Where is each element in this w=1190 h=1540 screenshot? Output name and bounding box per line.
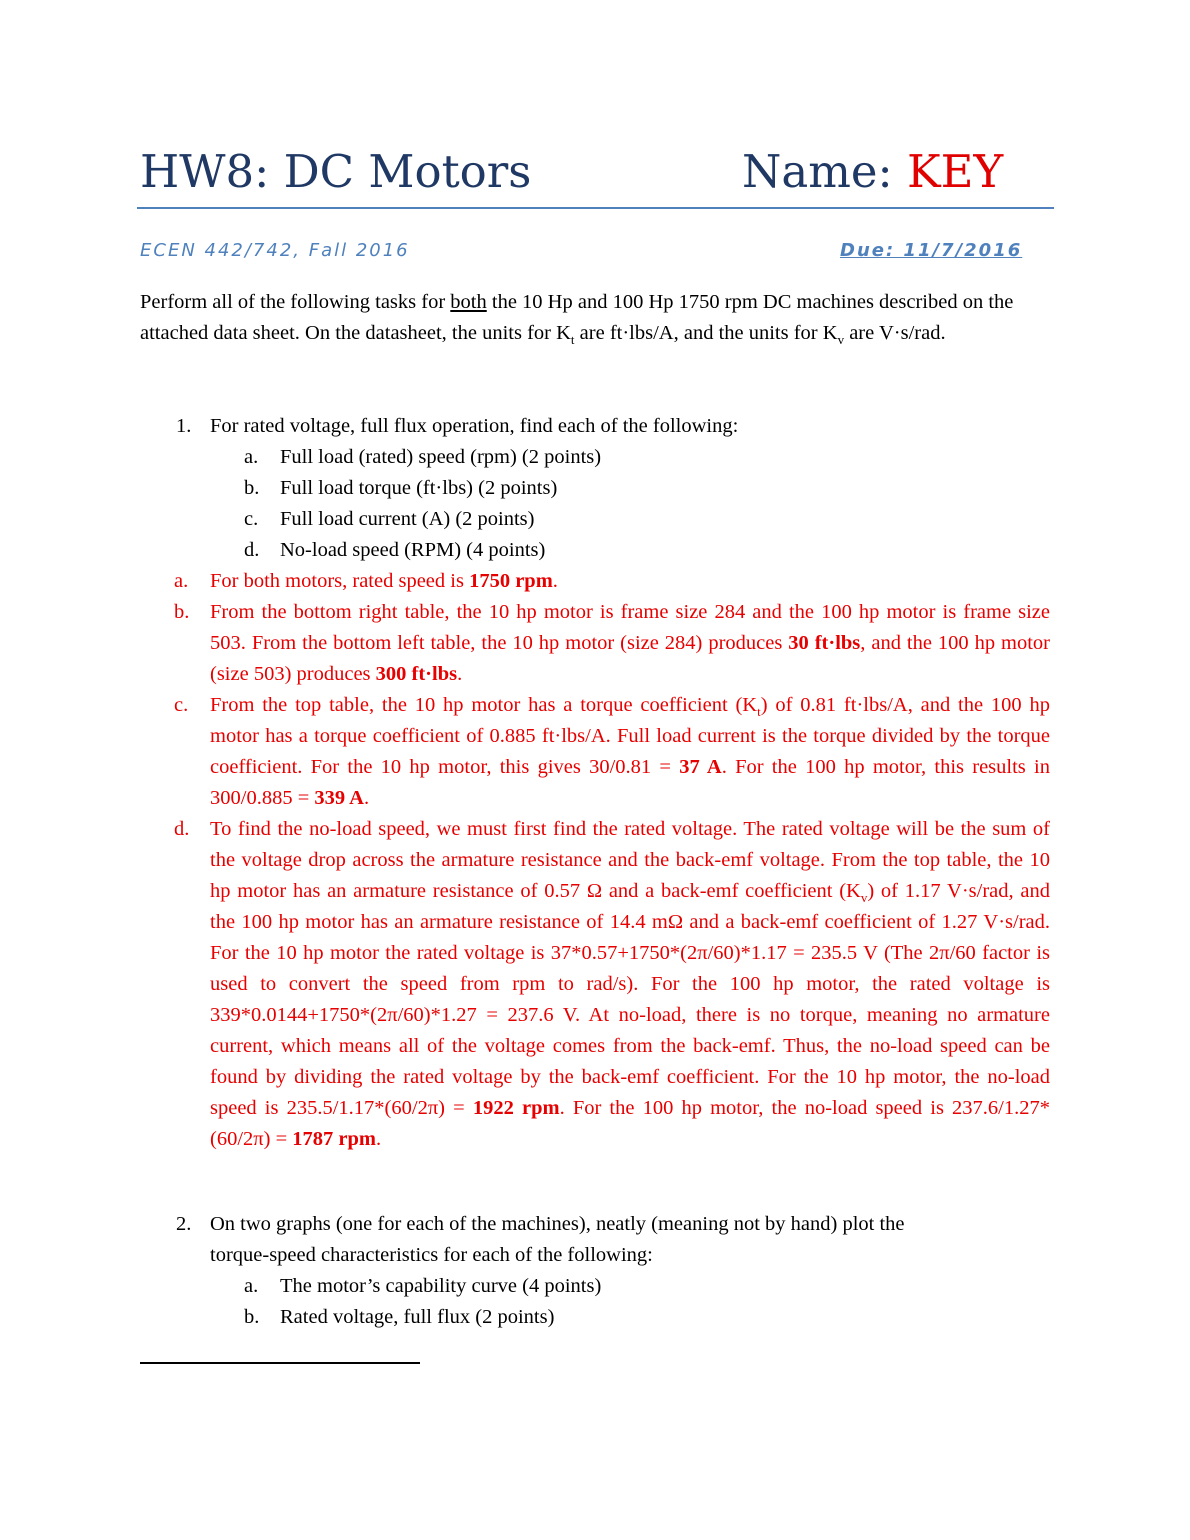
question-1-number: 1. xyxy=(176,415,192,437)
answer-c-text: From the top table, the 10 hp motor has a torque coefficient (K xyxy=(210,694,758,716)
name-value: KEY xyxy=(906,145,1004,198)
answer-b-result: 300 ft·lbs xyxy=(375,663,458,685)
q2-item-label: b. xyxy=(244,1306,260,1328)
answer-c-text: . For the 100 hp motor, this results in 300/0.885 = xyxy=(210,756,1050,809)
answer-d-result: 1787 rpm xyxy=(292,1128,376,1150)
page-header xyxy=(140,140,1054,208)
due-date: Due: 11/7/2016 xyxy=(840,240,1023,261)
q1-item-label: a. xyxy=(244,446,259,468)
answer-b-text: . xyxy=(457,663,463,685)
footnote-separator xyxy=(140,1362,420,1364)
answer-c-result: 339 A xyxy=(314,787,364,809)
answer-d-label: d. xyxy=(174,818,190,840)
intro-emphasis-both: both xyxy=(450,291,487,313)
answer-a-text: For both motors, rated speed is xyxy=(210,570,470,592)
answer-a-text: . xyxy=(552,570,558,592)
intro-paragraph xyxy=(140,287,1050,349)
q1-item-text: No-load speed (RPM) (4 points) xyxy=(280,539,546,561)
answer-c xyxy=(210,690,1050,814)
page-title: HW8: DC Motors xyxy=(140,145,532,198)
subscript-t: t xyxy=(570,332,575,348)
q2-item-text: The motor’s capability curve (4 points) xyxy=(280,1275,602,1297)
subscript-v: v xyxy=(860,890,868,906)
q2-item-label: a. xyxy=(244,1275,259,1297)
answer-b-label: b. xyxy=(174,601,190,623)
answer-d-text: . For the 100 hp motor, the no-load speed is 237.6/1.27*(60/2π) = xyxy=(210,1097,1051,1150)
answer-c-text: ) of 0.81 ft·lbs/A, and the 100 hp motor has a torque coefficient of 0.885 ft·lbs/A. Full load current is the torque divided by the torque coefficient. For the 10 hp motor, this gives 30/0.81 = xyxy=(210,694,1050,778)
subscript-v: v xyxy=(837,332,845,348)
q1-item-text: Full load (rated) speed (rpm) (2 points) xyxy=(280,446,602,468)
answer-d-text: . xyxy=(375,1128,382,1150)
answer-a-label: a. xyxy=(174,570,189,592)
q1-item-text: Full load current (A) (2 points) xyxy=(280,508,535,530)
intro-text-1: Perform all of the following tasks for xyxy=(140,291,451,313)
answer-a xyxy=(210,566,1050,597)
q1-item-label: d. xyxy=(244,539,260,561)
question-1-text: For rated voltage, full flux operation, find each of the following: xyxy=(210,415,739,437)
q1-item-label: c. xyxy=(244,508,259,530)
answer-a-result: 1750 rpm xyxy=(469,570,553,592)
q1-item-label: b. xyxy=(244,477,260,499)
answer-d xyxy=(210,814,1050,1155)
answer-d-text: To find the no-load speed, we must first find the rated voltage. The rated voltage will be the sum of the voltage drop across the armature resistance and the back-emf voltage. From the top table, the 10 hp motor has an armature resistance of 0.57 Ω and a back-emf coefficient (K xyxy=(210,818,1050,902)
q1-item-text: Full load torque (ft·lbs) (2 points) xyxy=(280,477,558,499)
intro-text-3: are ft·lbs/A, and the units for K xyxy=(574,322,838,344)
question-2-number: 2. xyxy=(176,1213,192,1235)
question-2-text: On two graphs (one for each of the machines), neatly (meaning not by hand) plot the xyxy=(210,1213,905,1235)
answer-c-result: 37 A xyxy=(679,756,722,778)
intro-text-2: the 10 Hp and 100 Hp 1750 rpm DC machines described on the attached data sheet. On the datasheet, the units for K xyxy=(140,291,1014,344)
question-2-text: torque-speed characteristics for each of the following: xyxy=(210,1244,653,1266)
answer-b-text: From the bottom right table, the 10 hp motor is frame size 284 and the 100 hp motor is frame size 503. From the bottom left table, the 10 hp motor (size 284) produces xyxy=(210,601,1050,654)
title-divider xyxy=(137,207,1054,209)
answer-b-result: 30 ft·lbs xyxy=(788,632,861,654)
name-label: Name: xyxy=(742,145,907,198)
answer-c-text: . xyxy=(363,787,370,809)
answer-d-result: 1922 rpm xyxy=(472,1097,560,1119)
subscript-t: t xyxy=(757,704,761,720)
q2-item-text: Rated voltage, full flux (2 points) xyxy=(280,1306,555,1328)
intro-text-4: are V·s/rad. xyxy=(844,322,946,344)
answer-c-label: c. xyxy=(174,694,189,716)
course-subtitle: ECEN 442/742, Fall 2016 xyxy=(140,240,410,261)
answer-d-text: ) of 1.17 V·s/rad, and the 100 hp motor has an armature resistance of 14.4 mΩ and a back-emf coefficient of 1.27 V·s/rad. For the 10 hp motor the rated voltage is 37*0.57+1750*(2π/60)*1.17 = 235.5 V (The 2π/60 factor is used to convert the speed from rpm to rad/s). For the 100 hp motor, the rated voltage is 339*0.0144+1750*(2π/60)*1.27 = 237.6 V. At no-load, there is no torque, meaning no armature current, which means all of the voltage comes from the back-emf. Thus, the no-load speed can be found by dividing the rated voltage by the back-emf coefficient. For the 10 hp motor, the no-load speed is 235.5/1.17*(60/2π) = xyxy=(210,880,1050,1119)
name-field xyxy=(742,140,1003,204)
answer-b xyxy=(210,597,1050,690)
answer-b-text: , and the 100 hp motor (size 503) produces xyxy=(210,632,1050,685)
